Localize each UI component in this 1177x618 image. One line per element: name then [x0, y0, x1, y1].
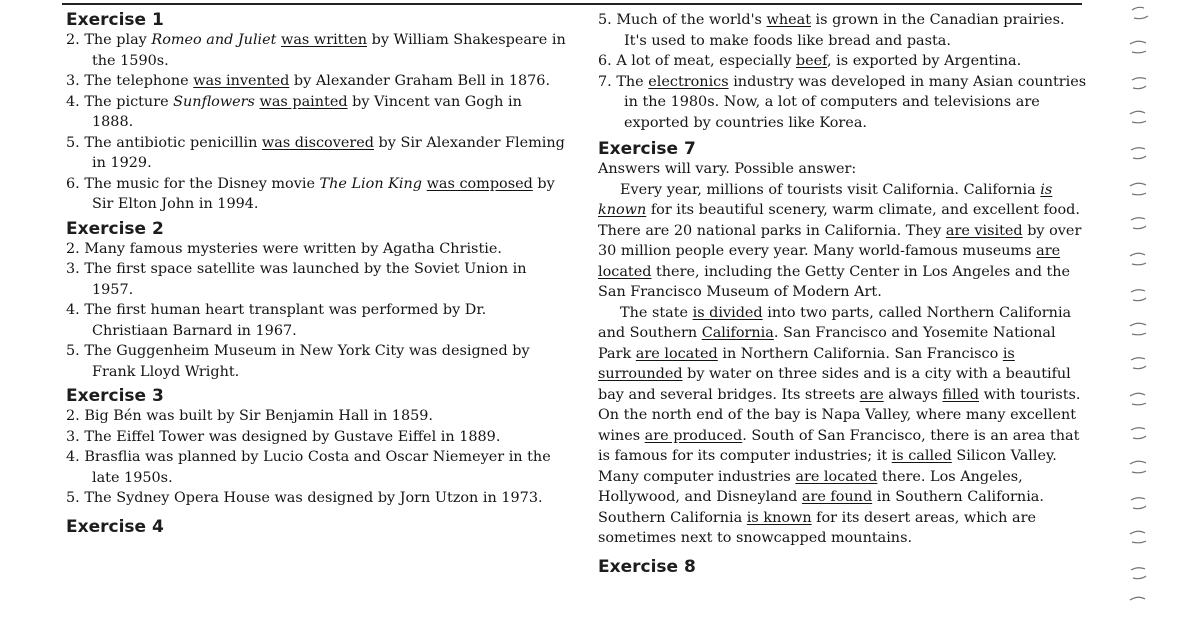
exercise-1-item-3: 3. The telephone was invented by Alexander Graham Bell in 1876.: [66, 73, 551, 89]
top-rule: [62, 3, 1082, 5]
exercise-6-item-5: 5. Much of the world's wheat is grown in the Canadian prairies. It's used to make foods like bread and pasta.: [598, 12, 1065, 49]
exercise-2-item-2: 2. Many famous mysteries were written by Agatha Christie.: [66, 240, 502, 257]
exercise-3-item-5: 5. The Sydney Opera House was designed by Jorn Utzon in 1973.: [66, 490, 543, 506]
exercise-7-paragraph-1: Every year, millions of tourists visit California. California is known for its beautiful scenery, warm climate, and excellent food. There are 20 national parks in California. They are visited by over 30 million people every year. Many world-famous museums are located there, including the Getty Center in Los Angeles and the San Francisco Museum of Modern Art.: [598, 181, 1082, 300]
bleed-marks-graphic: [1118, 2, 1174, 614]
exercise-6-item-6: 6. A lot of meat, especially beef, is exported by Argentina.: [598, 53, 1022, 69]
left-column: [66, 10, 566, 537]
exercise-1-title: Exercise 1: [66, 10, 164, 30]
exercise-7-paragraph-2: The state is divided into two parts, called Northern California and Southern California. San Francisco and Yosemite National Park are located in Northern California. San Francisco is surrounded by water on three sides and is a city with a beautiful bay and several bridges. Its streets are always filled with tourists. On the north end of the bay is Napa Valley, where many excellent wines are produced. South of San Francisco, there is an area that is famous for its computer industries; it is called Silicon Valley. Many computer industries are located there. Los Angeles, Hollywood, and Disneyland are found in Southern California. Southern California is known for its desert areas, which are sometimes next to snowcapped mountains.: [598, 304, 1081, 546]
exercise-7-title: Exercise 7: [598, 139, 696, 159]
exercise-1-item-4: 4. The picture Sunflowers was painted by Vincent van Gogh in 1888.: [66, 93, 522, 130]
right-column: [598, 10, 1088, 577]
exercise-2-item-3: 3. The first space satellite was launched by the Soviet Union in 1957.: [66, 261, 527, 298]
exercise-3-item-3: 3. The Eiffel Tower was designed by Gustave Eiffel in 1889.: [66, 428, 501, 445]
exercise-3-item-2: 2. Big Bén was built by Sir Benjamin Hall in 1859.: [66, 408, 433, 424]
exercise-6-item-7: 7. The electronics industry was developed in many Asian countries in the 1980s. Now, a lot of computers and televisions are exported by countries like Korea.: [598, 73, 1087, 131]
exercise-8-title: Exercise 8: [598, 556, 696, 577]
exercise-2-item-4: 4. The first human heart transplant was performed by Dr. Christiaan Barnard in 1967.: [66, 302, 487, 339]
exercise-3-title: Exercise 3: [66, 386, 164, 406]
exercise-3-item-4: 4. Brasflia was planned by Lucio Costa and Oscar Niemeyer in the late 1950s.: [66, 449, 551, 486]
exercise-7-intro: Answers will vary. Possible answer:: [598, 161, 857, 177]
exercise-4-title: Exercise 4: [66, 516, 164, 537]
exercise-1-item-5: 5. The antibiotic penicillin was discovered by Sir Alexander Fleming in 1929.: [66, 134, 565, 171]
exercise-1-item-2: 2. The play Romeo and Juliet was written by William Shakespeare in the 1590s.: [66, 32, 566, 69]
exercise-2-item-5: 5. The Guggenheim Museum in New York City was designed by Frank Lloyd Wright.: [66, 343, 530, 380]
margin-bleed-marks: [1118, 2, 1174, 614]
exercise-1-item-6: 6. The music for the Disney movie The Lion King was composed by Sir Elton John in 1994.: [66, 175, 555, 212]
exercise-2-title: Exercise 2: [66, 218, 164, 239]
